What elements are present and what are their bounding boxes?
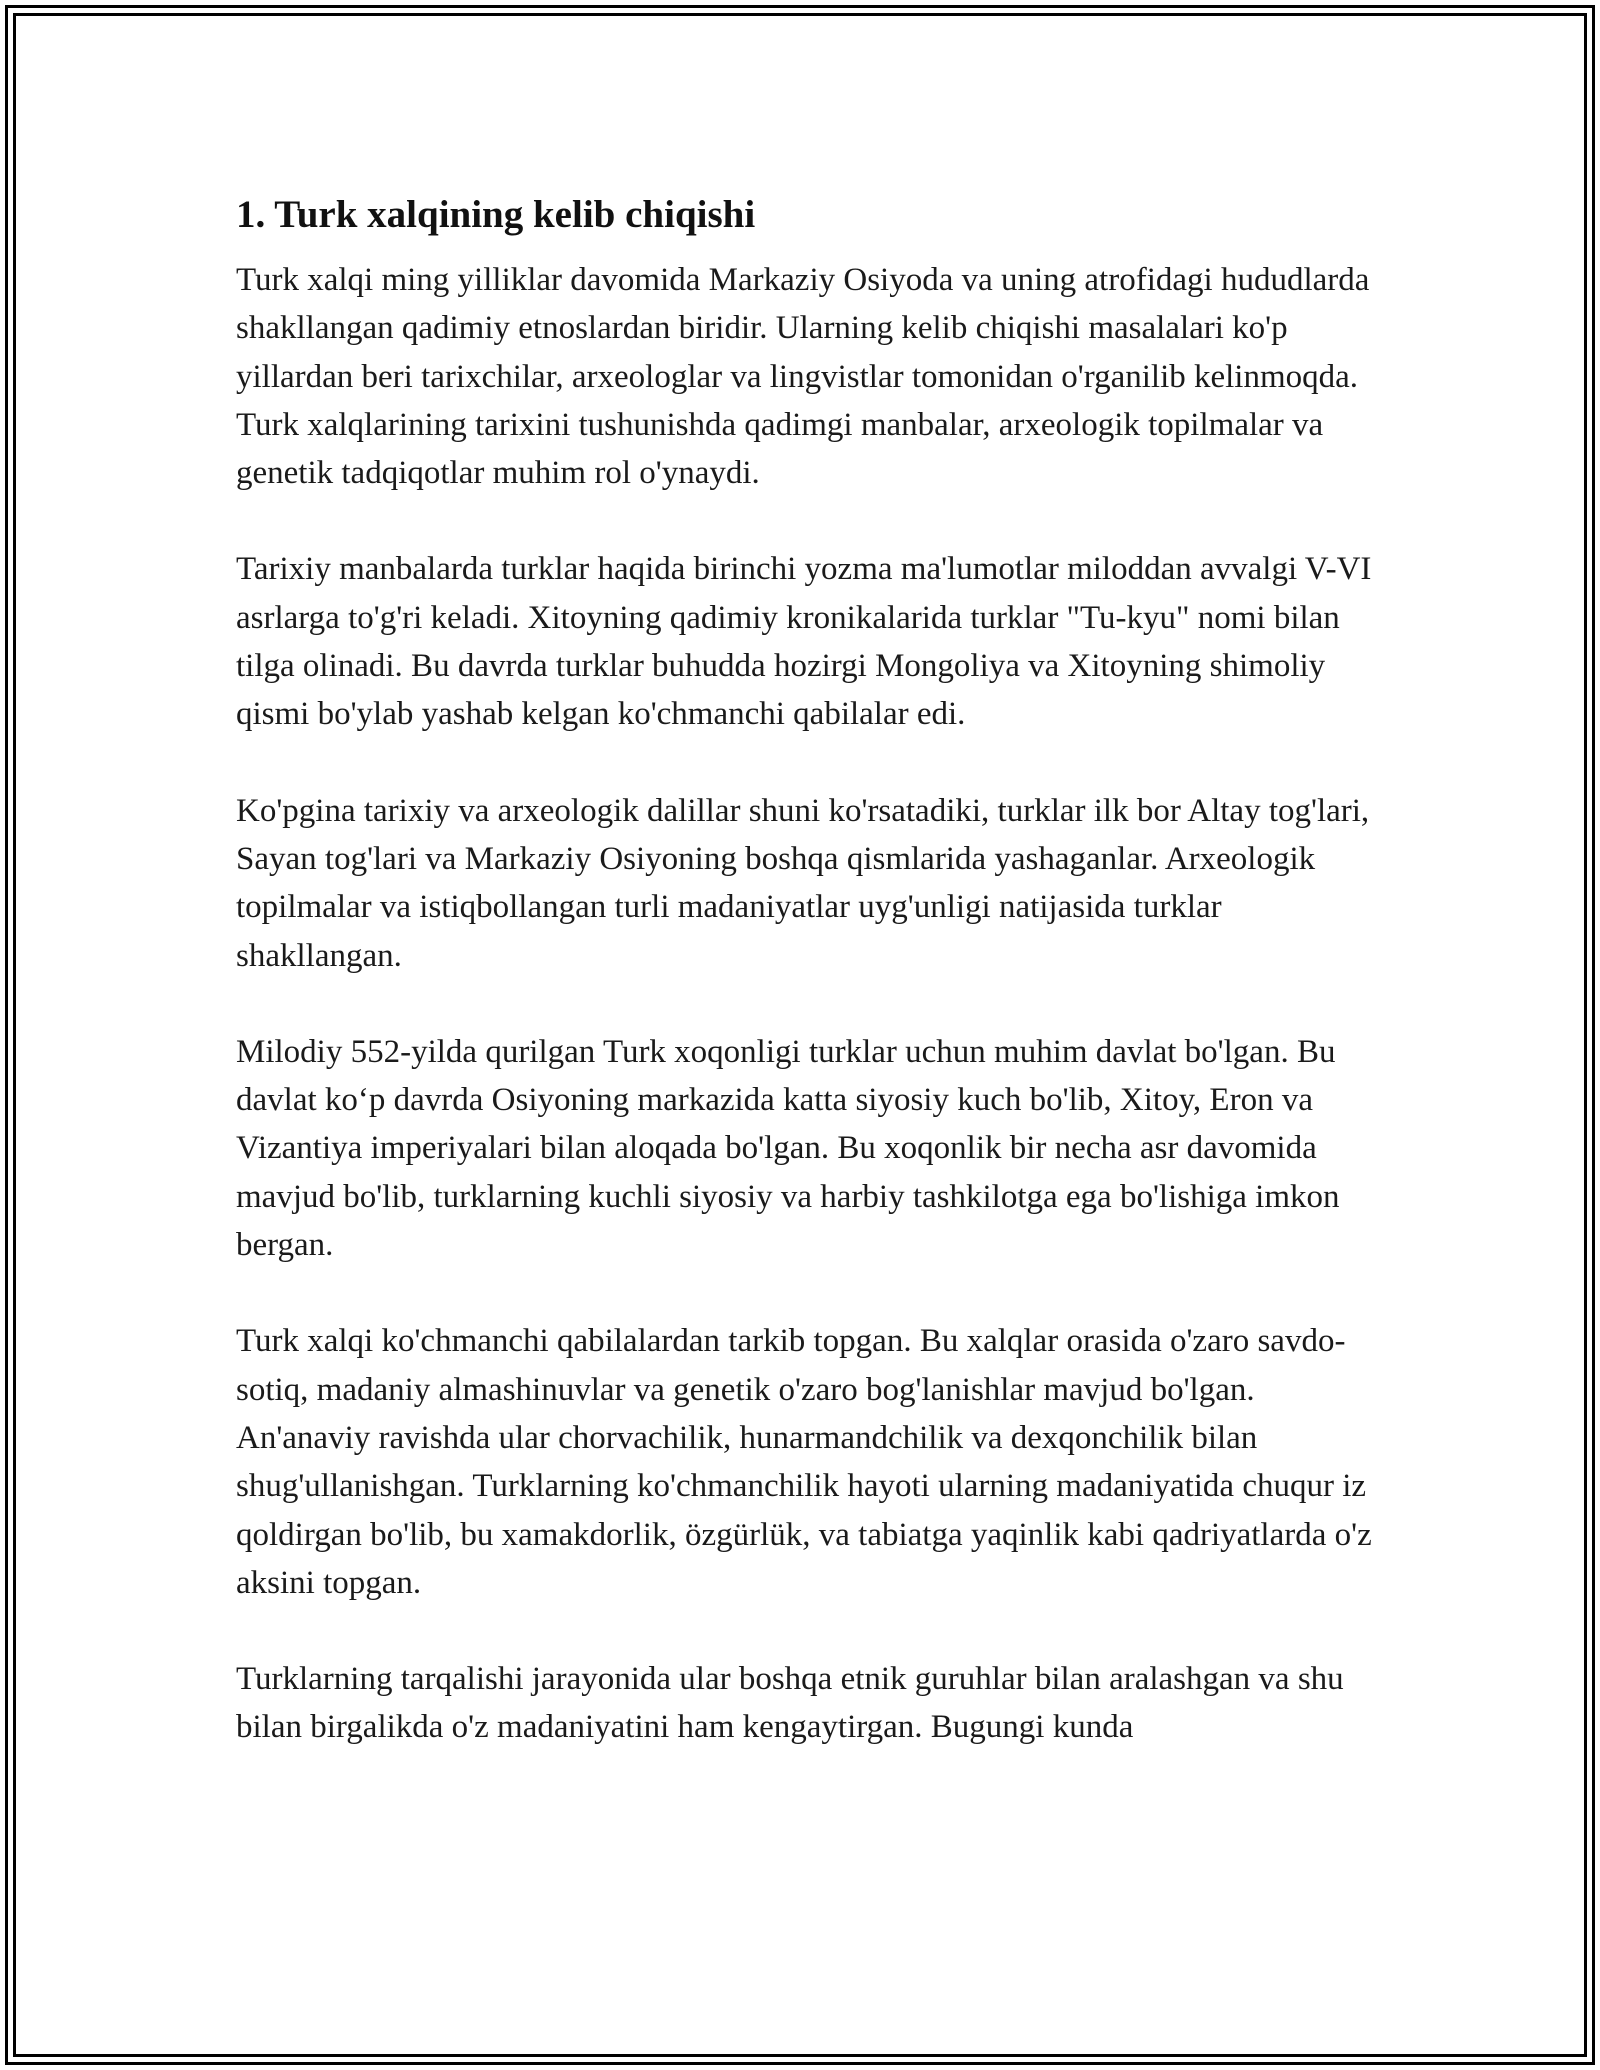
paragraph-written-sources: Tarixiy manbalarda turklar haqida birinchi yozma ma'lumotlar miloddan avvalgi V-VI asrlarga to'g'ri keladi. Xitoyning qadimiy kronikalarida turklar "Tu-kyu" nomi bilan tilga olinadi. Bu davrda turklar buhudda hozirgi Mongoliya va Xitoyning shimoliy qismi bo'ylab yashab kelgan ko'chmanchi qabilalar edi. [236,551,1372,733]
paragraph-nomadic-life: Turk xalqi ko'chmanchi qabilalardan tarkib topgan. Bu xalqlar orasida o'zaro savdo-sotiq, madaniy almashinuvlar va genetik o'zaro bog'lanishlar mavjud bo'lgan. An'anaviy ravishda ular chorvachilik, hunarmandchilik va dexqonchilik bilan shug'ullanishgan. Turklarning ko'chmanchilik hayoti ularning madaniyatida chuqur iz qoldirgan bo'lib, bu xamakdorlik, özgürlük, va tabiatga yaqinlik kabi qadriyatlarda o'z aksini topgan. [236,1323,1372,1601]
section-heading: 1. Turk xalqining kelib chiqishi [236,193,756,236]
paragraph-homeland: Ko'pgina tarixiy va arxeologik dalillar shuni ko'rsatadiki, turklar ilk bor Altay tog'lari, Sayan tog'lari va Markaziy Osiyoning boshqa qismlarida yashaganlar. Arxeologik topilmalar va istiqbollangan turli madaniyatlar uyg'unligi natijasida turklar shakllangan. [236,792,1370,974]
document-body [236,188,1386,1800]
paragraph-origins: Turk xalqi ming yilliklar davomida Markaziy Osiyoda va uning atrofidagi hududlarda shakllangan qadimiy etnoslardan biridir. Ularning kelib chiqishi masalalari ko'p yillardan beri tarixchilar, arxeologlar va lingvistlar tomonidan o'rganilib kelinmoqda. Turk xalqlarining tarixini tushunishda qadimgi manbalar, arxeologik topilmalar va genetik tadqiqotlar muhim rol o'ynaydi. [236,262,1370,492]
paragraph-khaganate: Milodiy 552-yilda qurilgan Turk xoqonligi turklar uchun muhim davlat bo'lgan. Bu davlat ko‘p davrda Osiyoning markazida katta siyosiy kuch bo'lib, Xitoy, Eron va Vizantiya imperiyalari bilan aloqada bo'lgan. Bu xoqonlik bir necha asr davomida mavjud bo'lib, turklarning kuchli siyosiy va harbiy tashkilotga ega bo'lishiga imkon bergan. [236,1033,1340,1264]
paragraph-spread: Turklarning tarqalishi jarayonida ular boshqa etnik guruhlar bilan aralashgan va shu bilan birgalikda o'z madaniyatini ham kengaytirgan. Bugungi kunda [236,1661,1344,1746]
